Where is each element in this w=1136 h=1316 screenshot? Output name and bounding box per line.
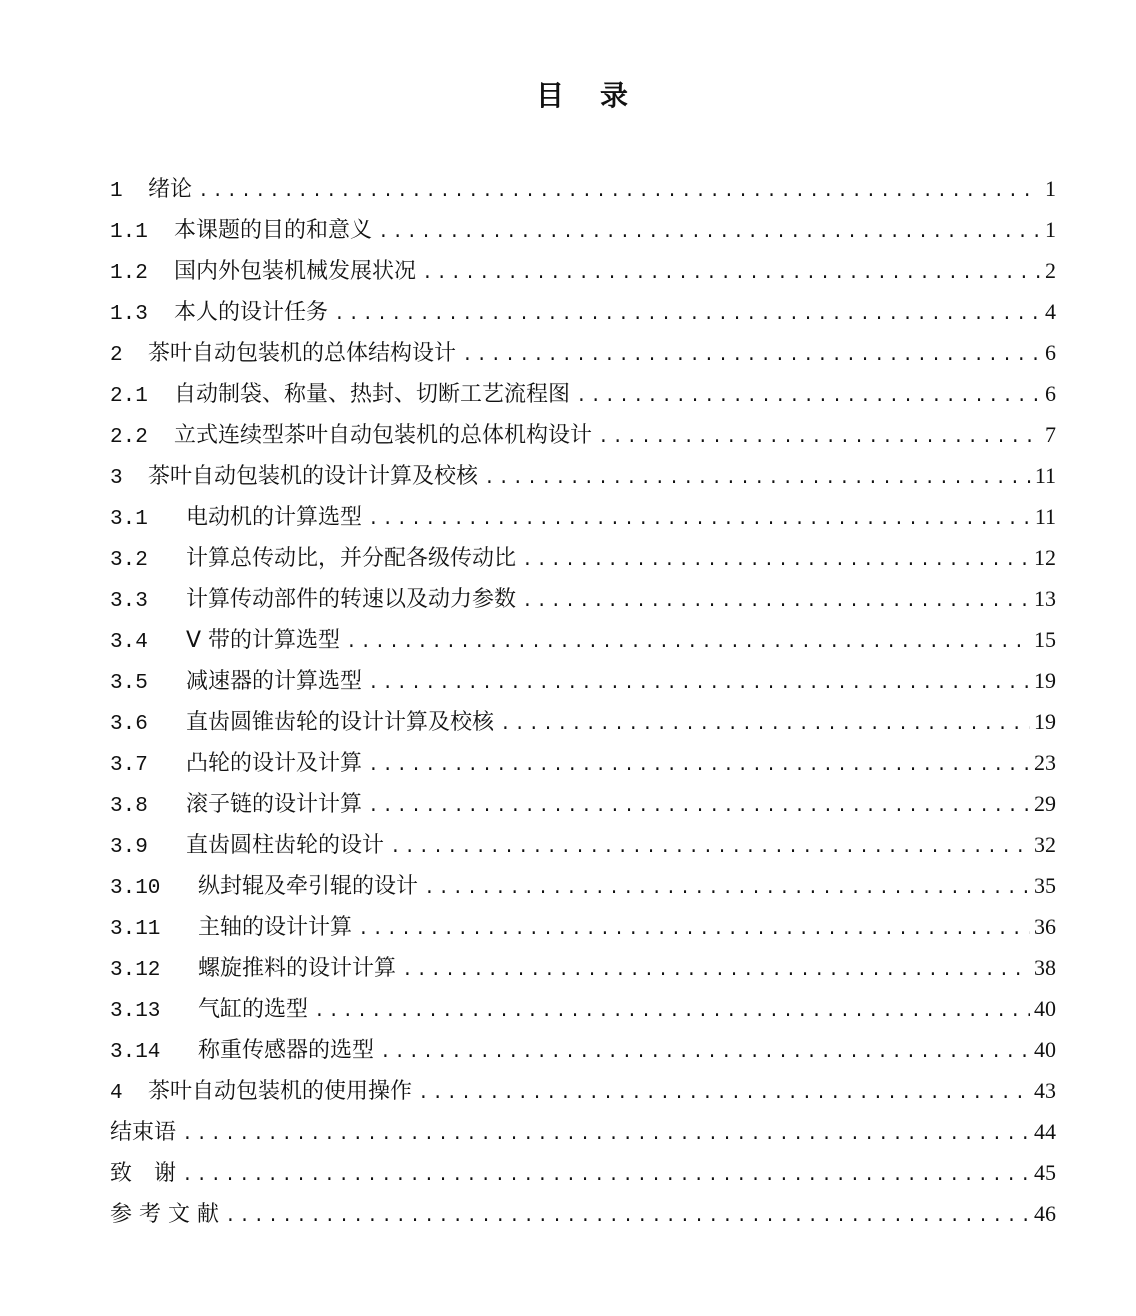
toc-dot-leader [368,664,1030,705]
toc-section-number: 1.1 [110,221,148,244]
toc-section-title: 立式连续型茶叶自动包装机的总体机构设计 [174,423,593,448]
toc-entry[interactable] [110,1029,1056,1070]
toc-page-number: 19 [1034,668,1056,693]
toc-section-title: 计算传动部件的转速以及动力参数 [186,587,517,612]
toc-dot-leader [484,459,1031,500]
toc-section-number: 3.4 [110,631,148,654]
toc-dot-leader [346,623,1030,664]
toc-page-number: 13 [1034,586,1056,611]
toc-section-title: 电动机的计算选型 [186,505,363,530]
toc-entry[interactable] [110,783,1056,824]
toc-entry[interactable] [110,168,1056,209]
toc-entry[interactable] [110,865,1056,906]
toc-section-title: 称重传感器的选型 [198,1038,375,1063]
page-title-char: 录 [600,79,629,112]
toc-section-title: 直齿圆锥齿轮的设计计算及校核 [186,710,495,735]
toc-entry[interactable] [110,947,1056,988]
toc-dot-leader [368,787,1030,828]
toc-section-title: 凸轮的设计及计算 [186,751,363,776]
toc-section-title: 滚子链的设计计算 [186,792,363,817]
toc-dot-leader [334,295,1040,336]
toc-entry[interactable] [110,209,1056,250]
toc-dot-leader [390,828,1030,869]
toc-section-title: 绪论 [148,177,193,202]
toc-dot-leader [462,336,1040,377]
toc-page-number: 1 [1045,176,1056,201]
toc-entry[interactable] [110,578,1056,619]
toc-section-title: 茶叶自动包装机的总体结构设计 [148,341,457,366]
toc-dot-leader [368,746,1030,787]
toc-entry[interactable] [110,742,1056,783]
toc-page-number: 6 [1045,381,1056,406]
toc-section-number: 3.7 [110,754,148,777]
toc-section-number: 4 [110,1082,123,1105]
toc-dot-leader [402,951,1030,992]
toc-page-number: 38 [1034,955,1056,980]
toc-entry[interactable] [110,824,1056,865]
toc-entry[interactable] [110,291,1056,332]
toc-dot-leader [182,1156,1030,1197]
toc-dot-leader [500,705,1030,746]
toc-entry[interactable] [110,373,1056,414]
toc-dot-leader [598,418,1040,459]
toc-section-number: 1.3 [110,303,148,326]
toc-dot-leader [198,172,1040,213]
toc-entry[interactable] [110,537,1056,578]
toc-page-number: 40 [1034,1037,1056,1062]
toc-dot-leader [418,1074,1030,1115]
toc-page-number: 29 [1034,791,1056,816]
toc-section-title: V 带的计算选型 [186,628,341,653]
toc-page-number: 7 [1045,422,1056,447]
toc-section-title: 国内外包装机械发展状况 [174,259,417,284]
toc-entry[interactable] [110,988,1056,1029]
toc-section-title: 气缸的选型 [198,997,309,1022]
toc-page-number: 32 [1034,832,1056,857]
toc-entry[interactable] [110,660,1056,701]
toc-dot-leader [522,541,1030,582]
toc-page-number: 44 [1034,1119,1056,1144]
toc-section-title: 本课题的目的和意义 [174,218,373,243]
toc-page-number: 12 [1034,545,1056,570]
toc-section-number: 2.2 [110,426,148,449]
toc-dot-leader [225,1197,1030,1238]
toc-section-title: 计算总传动比，并分配各级传动比 [186,546,517,571]
toc-page-number: 40 [1034,996,1056,1021]
toc-section-number: 1.2 [110,262,148,285]
toc-section-number: 3.11 [110,918,161,941]
toc-entry[interactable] [110,619,1056,660]
toc-section-number: 3.10 [110,877,161,900]
toc-section-number: 2.1 [110,385,148,408]
toc-section-title: 螺旋推料的设计计算 [198,956,397,981]
toc-section-number: 3.12 [110,959,161,982]
toc-dot-leader [314,992,1030,1033]
page-title-char: 目 [535,79,564,112]
toc-page-number: 11 [1034,463,1056,488]
toc-section-title: 结束语 [110,1120,177,1145]
toc-page-number: 35 [1034,873,1056,898]
toc-entry[interactable] [110,1193,1056,1234]
toc-section-title: 本人的设计任务 [174,300,329,325]
toc-section-title: 纵封辊及牵引辊的设计 [198,874,419,899]
toc-section-number: 3.14 [110,1041,161,1064]
toc-entry[interactable] [110,414,1056,455]
toc-page-number: 36 [1034,914,1056,939]
toc-section-number: 3.6 [110,713,148,736]
toc-entry[interactable] [110,496,1056,537]
toc-section-title: 参 考 文 献 [110,1202,219,1227]
toc-page-number: 19 [1034,709,1056,734]
toc-dot-leader [424,869,1030,910]
toc-section-title: 茶叶自动包装机的使用操作 [148,1079,413,1104]
toc-section-title: 主轴的设计计算 [198,915,353,940]
toc-dot-leader [358,910,1030,951]
toc-page-number: 2 [1045,258,1056,283]
toc-page-number: 23 [1034,750,1056,775]
toc-section-number: 3.5 [110,672,148,695]
toc-entry[interactable] [110,332,1056,373]
toc-dot-leader [576,377,1040,418]
toc-section-number: 3.9 [110,836,148,859]
toc-page-number: 46 [1034,1201,1056,1226]
toc-entry[interactable] [110,1152,1056,1193]
toc-dot-leader [378,213,1040,254]
toc-entry[interactable] [110,250,1056,291]
toc-section-number: 3.3 [110,590,148,613]
toc-section-number: 2 [110,344,123,367]
toc-page-number: 11 [1034,504,1056,529]
toc-section-number: 3.2 [110,549,148,572]
toc-dot-leader [522,582,1030,623]
toc-section-title: 减速器的计算选型 [186,669,363,694]
page-title [0,74,1136,118]
toc-page-number: 43 [1034,1078,1056,1103]
toc-section-title: 致 谢 [110,1161,177,1186]
toc-section-number: 3.1 [110,508,148,531]
toc-entry[interactable] [110,455,1056,496]
toc-page-number: 15 [1034,627,1056,652]
toc-page-number: 4 [1045,299,1056,324]
toc-page-number: 45 [1034,1160,1056,1185]
toc-page-number: 6 [1045,340,1056,365]
toc-page-number: 1 [1045,217,1056,242]
toc-entry[interactable] [110,906,1056,947]
toc-section-number: 3.13 [110,1000,161,1023]
toc-section-title: 自动制袋、称量、热封、切断工艺流程图 [174,382,571,407]
toc-section-number: 1 [110,180,123,203]
toc-section-number: 3.8 [110,795,148,818]
toc-entry[interactable] [110,1070,1056,1111]
toc-dot-leader [422,254,1040,295]
toc-section-title: 直齿圆柱齿轮的设计 [186,833,385,858]
toc-entry[interactable] [110,1111,1056,1152]
toc-section-number: 3 [110,467,123,490]
table-of-contents [110,168,1056,1234]
toc-dot-leader [182,1115,1030,1156]
toc-dot-leader [368,500,1031,541]
toc-dot-leader [380,1033,1030,1074]
toc-section-title: 茶叶自动包装机的设计计算及校核 [148,464,479,489]
toc-entry[interactable] [110,701,1056,742]
